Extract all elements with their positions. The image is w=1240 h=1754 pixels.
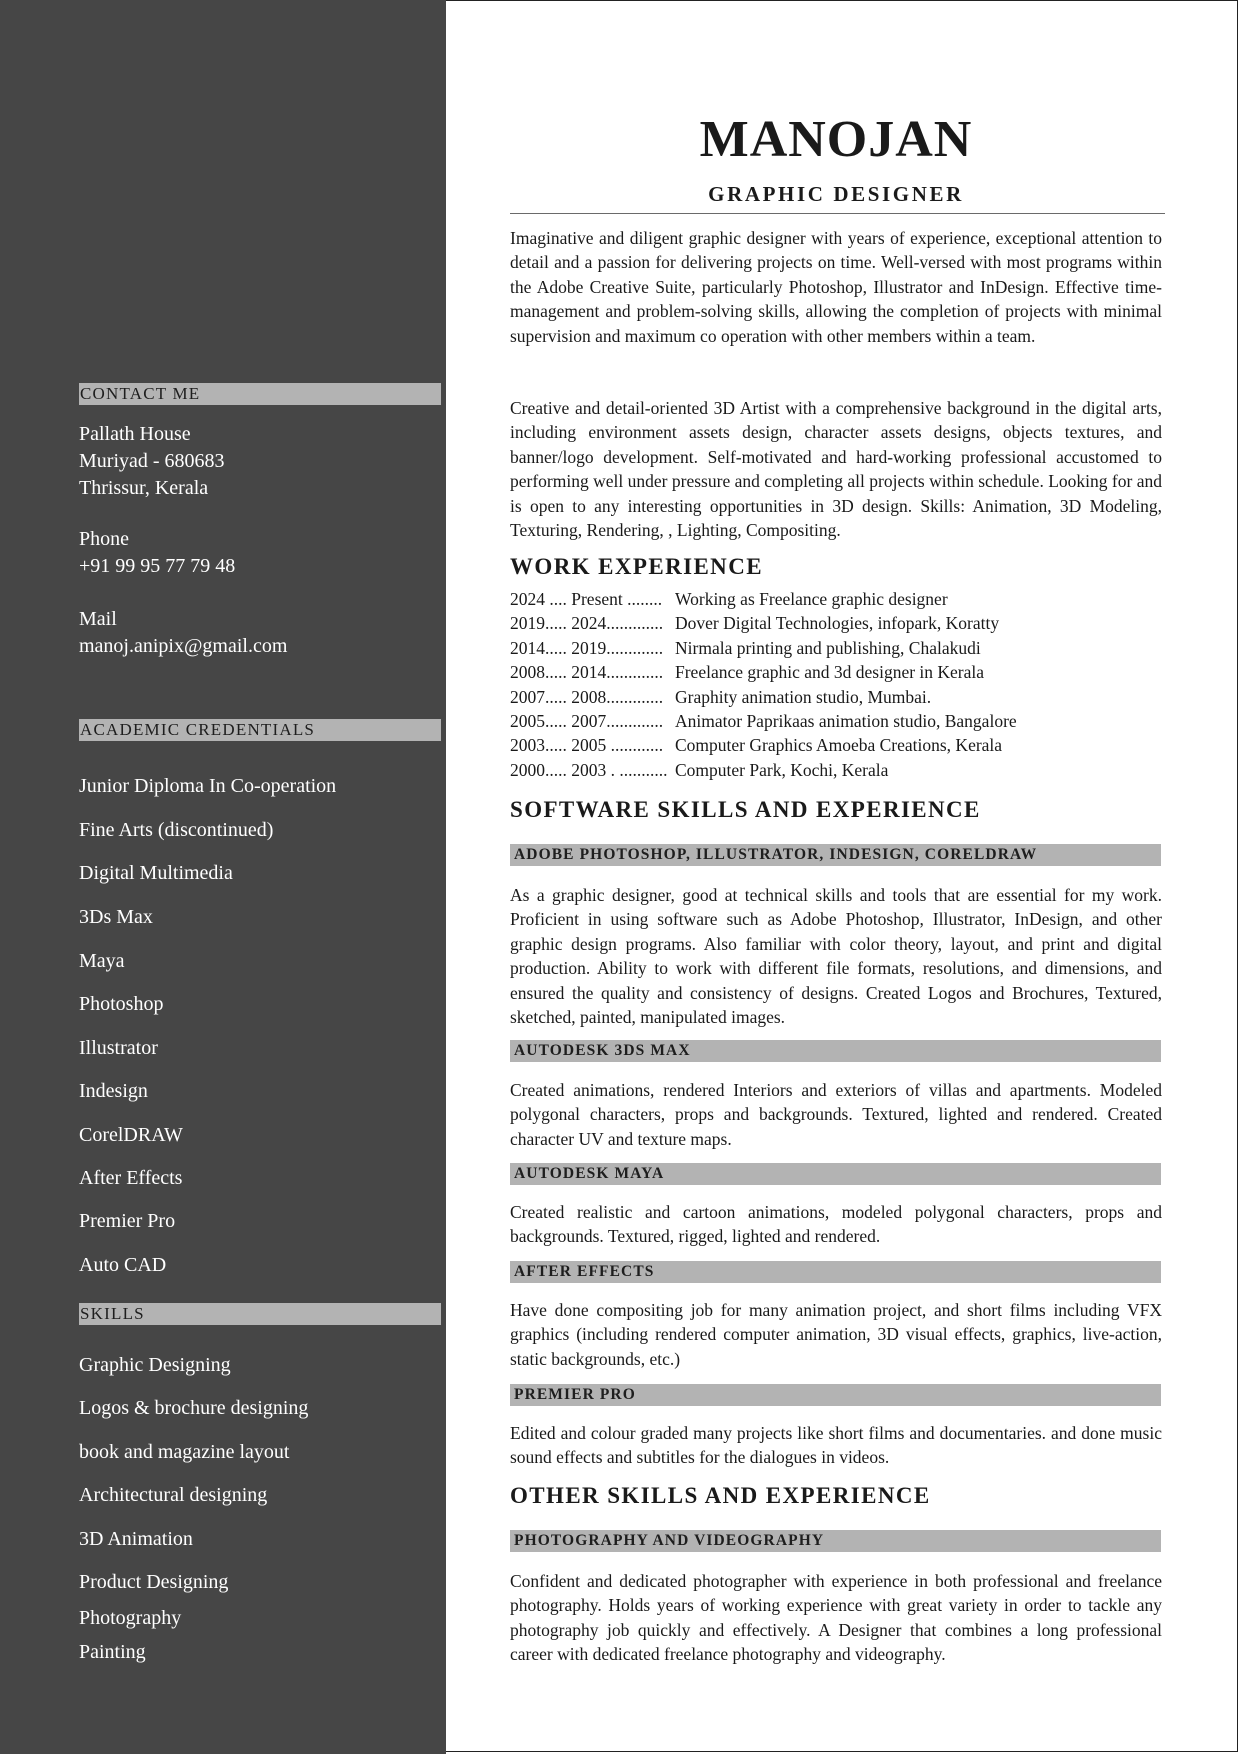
3ds-max-description: Created animations, rendered Interiors and exteriors of villas and apartments. Modeled polygonal characters, props and backgrounds. Textured, lighted and rendered. Created character UV and texture maps.	[510, 1080, 1162, 1149]
candidate-name: MANOJAN	[699, 111, 973, 168]
work-description: Computer Graphics Amoeba Creations, Kerala	[675, 735, 1003, 756]
premier-pro-description: Edited and colour graded many projects like short films and documentaries. and done music sound effects and subtitles for the dialogues in videos.	[510, 1423, 1162, 1468]
after-effects-heading: AFTER EFFECTS	[510, 1261, 1161, 1283]
academic-item: Fine Arts (discontinued)	[79, 819, 274, 841]
mail-label: Mail	[79, 608, 117, 630]
work-experience-list	[510, 587, 1162, 782]
work-dates: 2019..... 2024.............	[510, 613, 664, 634]
work-entry	[510, 636, 1162, 660]
academic-item: Digital Multimedia	[79, 862, 233, 884]
work-entry	[510, 709, 1162, 733]
skill-item: Photography	[79, 1607, 182, 1629]
skill-item: Painting	[79, 1641, 146, 1663]
work-description: Dover Digital Technologies, infopark, Koratty	[675, 613, 1000, 634]
work-description: Working as Freelance graphic designer	[675, 589, 948, 609]
address-line-2: Muriyad - 680683	[79, 450, 225, 472]
work-dates: 2007..... 2008.............	[510, 686, 664, 707]
skill-item: Graphic Designing	[79, 1354, 231, 1376]
academic-item: 3Ds Max	[79, 906, 153, 928]
skill-item: Architectural designing	[79, 1484, 268, 1506]
summary-paragraph-2: Creative and detail-oriented 3D Artist with a comprehensive background in the digital arts, including environment assets design, character assets designs, objects textures, and banner/logo development. Self-motivated and hard-working professional accustomed to performing well under pressure and completing all projects within schedule. Looking for and is open to any interesting opportunities in 3D design. Skills: Animation, 3D Modeling, Texturing, Rendering, , Lighting, Compositing.	[510, 398, 1162, 541]
sidebar	[0, 0, 446, 1754]
skills-heading: SKILLS	[79, 1303, 441, 1325]
skill-item: Logos & brochure designing	[79, 1397, 309, 1419]
work-description: Graphity animation studio, Mumbai.	[675, 686, 932, 707]
photography-heading: PHOTOGRAPHY AND VIDEOGRAPHY	[510, 1530, 1161, 1552]
job-title: GRAPHIC DESIGNER	[708, 182, 964, 206]
adobe-suite-description: As a graphic designer, good at technical skills and tools that are essential for my work. Proficient in using software such as Adobe Photoshop, Illustrator, InDesign, and other graphic design programs. Also familiar with color theory, layout, and print and digital production. Ability to work with different file formats, resolutions, and dimensions, and ensured the quality and consistency of designs. Created Logos and Brochures, Textured, sketched, painted, manipulated images.	[510, 885, 1162, 1028]
work-dates: 2003..... 2005 ............	[510, 735, 664, 756]
work-dates: 2024 .... Present ........	[510, 589, 663, 609]
academic-item: After Effects	[79, 1167, 183, 1189]
skill-item: book and magazine layout	[79, 1441, 290, 1463]
photography-description: Confident and dedicated photographer with experience in both professional and freelance photography. Holds years of working experience with great variety in order to tackle any photography job quickly and effectively. A Designer that combines a long professional career with dedicated freelance photography and videography.	[510, 1571, 1162, 1665]
academic-item: Premier Pro	[79, 1210, 176, 1232]
academic-item: Illustrator	[79, 1037, 158, 1059]
contact-heading: CONTACT ME	[79, 383, 441, 405]
summary-paragraph-1: Imaginative and diligent graphic designer with years of experience, exceptional attention to detail and a passion for delivering projects on time. Well-versed with most programs within the Adobe Creative Suite, particularly Photoshop, Illustrator and InDesign. Effective time-management and problem-solving skills, allowing the completion of projects with minimal supervision and maximum co operation with other members within a team.	[510, 228, 1162, 346]
skill-item: 3D Animation	[79, 1528, 193, 1550]
work-description: Animator Paprikaas animation studio, Bangalore	[675, 710, 1017, 731]
academic-item: Photoshop	[79, 993, 164, 1015]
work-entry	[510, 685, 1162, 709]
title-divider	[510, 213, 1165, 214]
work-description: Nirmala printing and publishing, Chalakudi	[675, 637, 981, 658]
academic-item: Junior Diploma In Co-operation	[79, 775, 337, 797]
work-description: Freelance graphic and 3d designer in Kerala	[675, 662, 985, 683]
3ds-max-heading: AUTODESK 3DS MAX	[510, 1040, 1161, 1062]
premier-pro-heading: PREMIER PRO	[510, 1384, 1161, 1406]
adobe-suite-heading: ADOBE PHOTOSHOP, ILLUSTRATOR, INDESIGN, CORELDRAW	[510, 844, 1161, 866]
address-line-3: Thrissur, Kerala	[79, 477, 209, 499]
work-experience-title: WORK EXPERIENCE	[510, 554, 763, 579]
after-effects-description: Have done compositing job for many animation project, and short films including VFX graphics (including rendered computer animation, 3D visual effects, graphics, live-action, static backgrounds, etc.)	[510, 1300, 1162, 1369]
maya-heading: AUTODESK MAYA	[510, 1163, 1161, 1185]
address-line-1: Pallath House	[79, 423, 191, 445]
academic-item: Auto CAD	[79, 1254, 167, 1276]
work-entry	[510, 733, 1162, 757]
work-dates: 2014..... 2019.............	[510, 637, 664, 658]
academic-item: Maya	[79, 950, 125, 972]
phone-label: Phone	[79, 528, 129, 550]
mail-address: manoj.anipix@gmail.com	[79, 635, 288, 657]
work-entry	[510, 611, 1162, 635]
academic-item: CorelDRAW	[79, 1124, 183, 1146]
work-dates: 2000..... 2003 . ...........	[510, 759, 668, 780]
phone-number: +91 99 95 77 79 48	[79, 555, 236, 577]
work-dates: 2008..... 2014.............	[510, 662, 664, 683]
work-entry	[510, 758, 1162, 782]
maya-description: Created realistic and cartoon animations, modeled polygonal characters, props and backgrounds. Textured, rigged, lighted and rendered.	[510, 1202, 1162, 1247]
work-dates: 2005..... 2007.............	[510, 710, 664, 731]
work-entry	[510, 660, 1162, 684]
software-skills-title: SOFTWARE SKILLS AND EXPERIENCE	[510, 797, 981, 822]
academic-item: Indesign	[79, 1080, 148, 1102]
skill-item: Product Designing	[79, 1571, 229, 1593]
academic-heading: ACADEMIC CREDENTIALS	[79, 719, 441, 741]
work-description: Computer Park, Kochi, Kerala	[675, 759, 889, 780]
other-skills-title: OTHER SKILLS AND EXPERIENCE	[510, 1483, 931, 1508]
work-entry	[510, 587, 1162, 611]
